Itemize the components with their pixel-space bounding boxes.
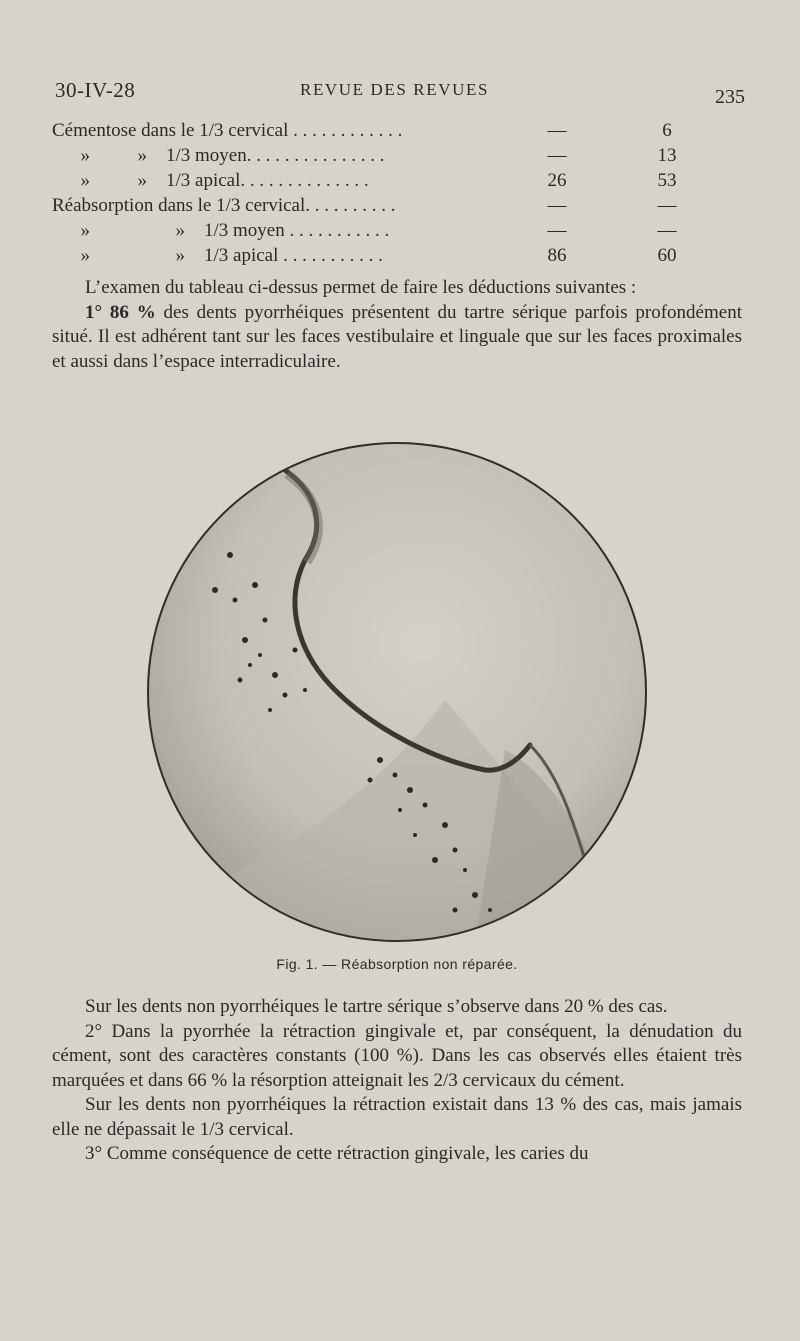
body-text-top: [52, 276, 742, 374]
paragraph-point-1: [52, 301, 742, 375]
row-value-2: 53: [657, 170, 677, 191]
paragraph: Sur les dents non pyorrhéiques le tartre sérique s’observe dans 20 % des cas.: [85, 996, 668, 1017]
paragraph: Sur les dents non pyorrhéiques la rétraction existait dans 13 % des cas, mais jamais elle ne dépassait le 1/3 cervical.: [52, 1094, 742, 1140]
results-table: [52, 118, 752, 268]
paragraph: 3° Comme conséquence de cette rétraction gingivale, les caries du: [85, 1143, 589, 1164]
page-number: 235: [715, 86, 745, 108]
row-value-2: 6: [662, 120, 672, 141]
table-row: [52, 118, 752, 143]
row-label: Réabsorption dans le 1/3 cervical. . . . . . . . . .: [52, 195, 396, 216]
row-value-1: 86: [547, 245, 567, 266]
point-1-text: des dents pyorrhéiques présentent du tartre sérique parfois profondément situé. Il est adhérent tant sur les faces vestibulaire et linguale que sur les faces proximales et aussi dans l’espace interradiculaire.: [52, 301, 742, 372]
row-value-1: —: [547, 220, 567, 241]
micrograph-figure: [145, 440, 650, 945]
row-label: Cémentose dans le 1/3 cervical . . . . . . . . . . . .: [52, 120, 403, 141]
table-row: [52, 193, 752, 218]
running-head: [55, 78, 745, 108]
row-value-2: —: [657, 195, 677, 216]
body-text-bottom: [52, 995, 742, 1167]
row-label: » » 1/3 moyen . . . . . . . . . . .: [52, 220, 390, 241]
figure-caption: Fig. 1. — Réabsorption non réparée.: [276, 956, 518, 972]
row-value-1: —: [547, 195, 567, 216]
table-row: [52, 168, 752, 193]
row-value-2: —: [657, 220, 677, 241]
paragraph: 2° Dans la pyorrhée la rétraction gingivale et, par conséquent, la dénudation du cément, sont des caractères constants (100 %). Dans les cas observés elles étaient très marquées et dans 66 % la résorption atteignait les 2/3 cervicaux du cément.: [52, 1020, 742, 1091]
row-value-2: 13: [657, 145, 677, 166]
row-label: » » 1/3 moyen. . . . . . . . . . . . . . .: [52, 145, 385, 166]
header-date: 30-IV-28: [55, 78, 136, 102]
row-label: » » 1/3 apical. . . . . . . . . . . . . .: [52, 170, 369, 191]
row-value-1: —: [547, 145, 567, 166]
table-row: [52, 243, 752, 268]
table-row: [52, 143, 752, 168]
row-value-1: 26: [547, 170, 567, 191]
row-value-1: —: [547, 120, 567, 141]
row-value-2: 60: [657, 245, 677, 266]
table-row: [52, 218, 752, 243]
journal-title: REVUE DES REVUES: [300, 80, 489, 99]
paragraph-intro: L’examen du tableau ci-dessus permet de faire les déductions suivantes :: [85, 277, 637, 298]
micrograph-image: [145, 440, 650, 945]
row-label: » » 1/3 apical . . . . . . . . . . .: [52, 245, 383, 266]
point-1-lead: 1° 86 %: [85, 301, 156, 323]
